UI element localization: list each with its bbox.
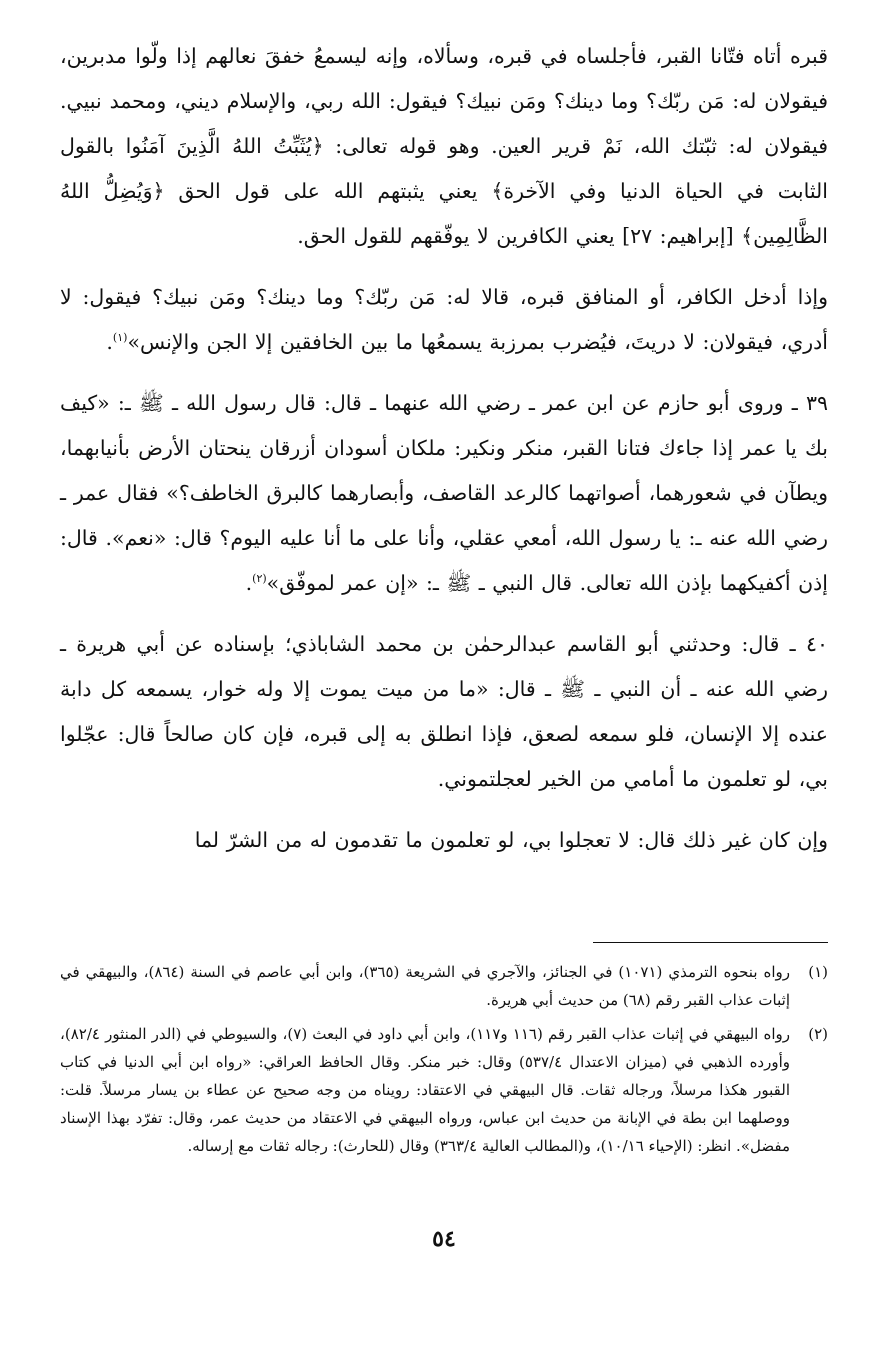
footnote-1-text: رواه بنحوه الترمذي (١٠٧١) في الجنائز، والآجري في الشريعة (٣٦٥)، وابن أبي عاصم في السنة (٨٦٤)، والبيهقي في إثبات عذاب القبر رقم (٦٨) من حديث أبي هريرة.	[60, 963, 790, 1009]
main-text	[60, 34, 828, 863]
paragraph-3	[60, 381, 828, 606]
footnotes-section	[60, 958, 828, 1166]
footnote-2-text: رواه البيهقي في إثبات عذاب القبر رقم (١١٦ و١١٧)، وابن أبي داود في البعث (٧)، والسيوطي في (الدر المنثور ٨٢/٤)، وأورده الذهبي في (ميزان الاعتدال ٥٣٧/٤) وقال: خبر منكر. وقال الحافظ العراقي: «رواه ابن أبي الدنيا في كتاب القبور هكذا مرسلاً، ورجاله ثقات. قال البيهقي في الاعتقاد: رويناه من وجه صحيح عن عطاء بن يسار مرسلاً. قلت: ووصلهما ابن بطة في الإبانة من حديث ابن عباس، ورواه البيهقي في الاعتقاد من حديث عمر، وقال: تفرّد بهذا الإسناد مفضل». انظر: (الإحياء ١٠/١٦)، و(المطالب العالية ٣٦٣/٤) وقال (للحارث): رجاله ثقات مع إرساله.	[60, 1025, 791, 1155]
paragraph-3-text: ٣٩ ـ وروى أبو حازم عن ابن عمر ـ رضي الله عنهما ـ قال: قال رسول الله ـ ﷺ ـ: «كيف بك يا عمر إذا جاءك فتانا القبر، منكر ونكير: ملكان أسودان أزرقان ينحتان الأرض بأنيابهما، ويطآن في شعورهما، أصواتهما كالرعد القاصف، وأبصارهما كالبرق الخاطف؟» فقال عمر ـ رضي الله عنه ـ: يا رسول الله، أمعي عقلي، وأنا على ما أنا عليه اليوم؟ قال: «نعم». قال: إذن أكفيكهما بإذن الله تعالى. قال النبي ـ ﷺ ـ: «إن عمر لموفّق»	[60, 391, 828, 595]
footnote-2-number: (٢)	[808, 1025, 828, 1043]
footnote-1	[60, 958, 828, 1014]
footnote-divider	[593, 942, 828, 943]
paragraph-1	[60, 34, 828, 259]
footnote-ref-2[interactable]: (٢)	[252, 572, 267, 586]
footnote-ref-1[interactable]: (١)	[112, 331, 128, 345]
paragraph-4-text: ٤٠ ـ قال: وحدثني أبو القاسم عبدالرحمٰن بن محمد الشاباذي؛ بإسناده عن أبي هريرة ـ رضي الله عنه ـ أن النبي ـ ﷺ ـ قال: «ما من ميت يموت إلا وله خوار، يسمعه كل دابة عنده إلا الإنسان، فلو سمعه لصعق، فإذا انطلق به إلى قبره، فإن كان صالحاً قال: عجّلوا بي، لو تعلمون ما أمامي من الخير لعجلتموني.	[60, 632, 828, 791]
footnote-2	[60, 1020, 828, 1160]
paragraph-1-text: قبره أتاه فتّانا القبر، فأجلساه في قبره، وسألاه، وإنه ليسمعُ خفقَ نعالهم إذا ولّوا مدبرين، فيقولان له: مَن ربّك؟ وما دينك؟ ومَن نبيك؟ فيقول: الله ربي، والإسلام ديني، ومحمد نبيي. فيقولان له: ثبّتك الله، نَمْ قرير العين. وهو قوله تعالى: ﴿يُثَبِّتُ اللهُ الَّذِينَ آمَنُوا بالقول الثابت في الحياة الدنيا وفي الآخرة﴾ يعني يثبتهم الله على قول الحق ﴿وَيُضِلُّ اللهُ الظَّالِمِين﴾ [إبراهيم: ٢٧] يعني الكافرين لا يوفّقهم للقول الحق.	[60, 44, 828, 248]
page-number: ٥٤	[432, 1226, 456, 1252]
paragraph-2	[60, 275, 828, 365]
paragraph-2-period: .	[106, 330, 113, 354]
paragraph-4	[60, 622, 828, 802]
footnote-1-number: (١)	[808, 963, 828, 981]
paragraph-3-period: .	[245, 571, 253, 595]
paragraph-2-text: وإذا أدخل الكافر، أو المنافق قبره، قالا له: مَن ربّك؟ وما دينك؟ ومَن نبيك؟ فيقول: لا أدري، فيقولان: لا دريتَ، فيُضرب بمرزبة يسمعُها ما بين الخافقين إلا الجن والإنس»	[60, 285, 828, 354]
paragraph-5	[60, 818, 828, 863]
paragraph-5-text: وإن كان غير ذلك قال: لا تعجلوا بي، لو تعلمون ما تقدمون له من الشرّ لما	[194, 828, 828, 852]
